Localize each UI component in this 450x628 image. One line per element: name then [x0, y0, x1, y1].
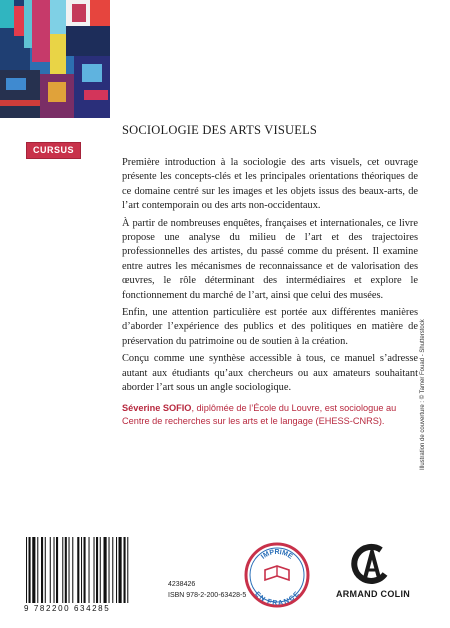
- publisher-name: ARMAND COLIN: [335, 589, 411, 599]
- armand-colin-logo-icon: [351, 542, 393, 586]
- badge-bottom-text: EN FRANCE: [253, 590, 301, 608]
- product-code: 4238426: [168, 581, 196, 588]
- back-cover-text: [122, 156, 418, 399]
- paragraph: Enfin, une attention particulière est portée aux différentes manières d’aborder l’expérience des publics et des politiques en matière de préservation du patrimoine ou de soutien à la création.: [122, 307, 418, 347]
- author-name: Séverine SOFIO: [122, 403, 192, 413]
- barcode-digits: 9 782200 634285: [24, 604, 111, 613]
- imprime-en-france-badge: [244, 542, 310, 608]
- book-title: SOCIOLOGIE DES ARTS VISUELS: [122, 123, 318, 137]
- badge-top-text: IMPRIMÉ: [260, 549, 294, 561]
- paragraph: À partir de nombreuses enquêtes, françaises et internationales, ce livre propose une analyse du milieu de l’art et des trajectoires professionnelles des artistes, du passé comme du présent. Il examine entre autres les mécanismes de reconnaissance et de valorisation des œuvres, le rôle déterminant des intermédiaires et explore le fonctionnement du marché de l’art, ainsi que celui des musées.: [122, 217, 418, 301]
- author-bio: [122, 402, 422, 427]
- barcode-image: [24, 537, 164, 605]
- author-description: , diplômée de l’École du Louvre, est sociologue au Centre de recherches sur les arts et le langage (EHESS-CNRS).: [122, 403, 397, 426]
- paragraph: Conçu comme une synthèse accessible à tous, ce manuel s’adresse autant aux étudiants qu’aux chercheurs ou aux amateurs souhaitant aborder l’art sous un angle sociologique.: [122, 353, 418, 394]
- cover-artwork: [0, 0, 110, 118]
- series-badge: CURSUS: [26, 142, 81, 159]
- illustration-credit: Illustration de couverture : © Tamer Fouad - Shutterstock: [420, 319, 426, 470]
- isbn-number: ISBN 978-2-200-63428-5: [168, 592, 247, 599]
- paragraph: Première introduction à la sociologie des arts visuels, cet ouvrage présente les concepts-clés et les principales orientations théoriques de ce domaine centré sur les images et les objets issus des beaux-arts, de l’art contemporain ou des arts non-occidentaux.: [122, 157, 418, 212]
